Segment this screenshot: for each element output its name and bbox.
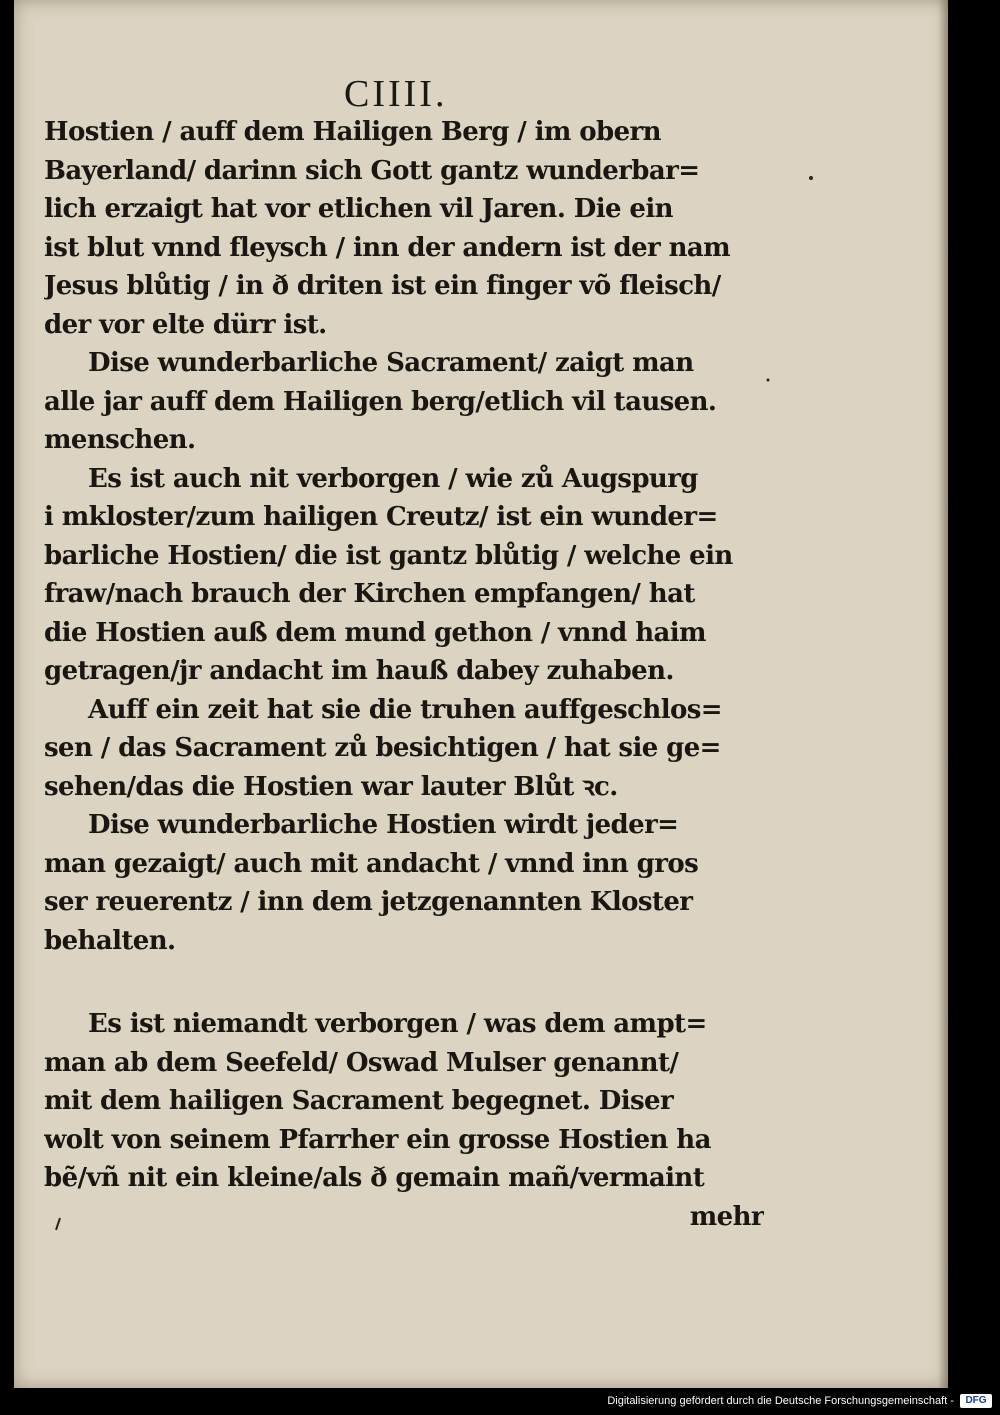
text-line: menschen. [44, 425, 196, 455]
page-edge-shadow [938, 0, 948, 1388]
catchword: mehr [689, 1201, 764, 1232]
text-line: Hostien / auff dem Hailigen Berg / im obern [44, 117, 661, 147]
text-line: wolt von seinem Pfarrher ein grosse Hostien ha [44, 1124, 711, 1155]
text-line: die Hostien auß dem mund gethon / vnnd haim [44, 617, 706, 648]
paragraph-start-line: Dise wunderbarliche Hostien wirdt jeder= [88, 810, 679, 840]
text-line: mit dem hailigen Sacrament begegnet. Diser [44, 1086, 674, 1116]
text-line: man gezaigt/ auch mit andacht / vnnd inn gros [44, 848, 699, 879]
paragraph-gap [44, 960, 764, 1005]
text-line: Jesus blůtig / in ð driten ist ein finger võ fleisch/ [44, 271, 721, 301]
text-line: ser reuerentz / inn dem jetzgenannten Kloster [44, 887, 693, 917]
text-line: i mkloster/zum hailigen Creutz/ ist ein wunder= [44, 502, 718, 532]
footer-bar [0, 1388, 1000, 1415]
book-page [14, 0, 948, 1388]
text-line: sehen/das die Hostien war lauter Blůt ꝛc. [44, 771, 618, 802]
text-line: fraw/nach brauch der Kirchen empfangen/ hat [44, 579, 695, 609]
body-text [44, 113, 764, 1236]
text-line: lich erzaigt hat vor etlichen vil Jaren. Die ein [44, 194, 673, 224]
folio-number: CIIII. [344, 73, 448, 115]
text-line: getragen/jr andacht im hauß dabey zuhaben. [44, 656, 674, 686]
paragraph-start-line: Es ist auch nit verborgen / wie zů Augspurg [88, 463, 698, 494]
paragraph-start-line: Auff ein zeit hat sie die truhen auffgeschlos= [88, 694, 722, 725]
text-line: Bayerland/ darinn sich Gott gantz wunderbar= [44, 155, 700, 186]
text-line: ist blut vnnd fleysch / inn der andern ist der nam [44, 232, 731, 263]
paragraph-start-line: Dise wunderbarliche Sacrament/ zaigt man [88, 348, 694, 378]
text-line: bẽ/vñ nit ein kleine/als ð gemain mañ/vermaint [44, 1163, 705, 1193]
dfg-logo: DFG [960, 1394, 992, 1408]
text-line: alle jar auff dem Hailigen berg/etlich vil tausen. [44, 386, 717, 417]
text-line: barliche Hostien/ die ist gantz blůtig / welche ein [44, 540, 733, 571]
paragraph-start-line: Es ist niemandt verborgen / was dem ampt= [88, 1009, 707, 1039]
text-line: behalten. [44, 925, 176, 956]
text-line: sen / das Sacrament zů besichtigen / hat sie ge= [44, 733, 721, 763]
digitization-credit: Digitalisierung gefördert durch die Deutsche Forschungsgemeinschaft - [607, 1395, 954, 1407]
text-line: der vor elte dürr ist. [44, 309, 327, 340]
text-line: man ab dem Seefeld/ Oswad Mulser genannt/ [44, 1047, 679, 1078]
